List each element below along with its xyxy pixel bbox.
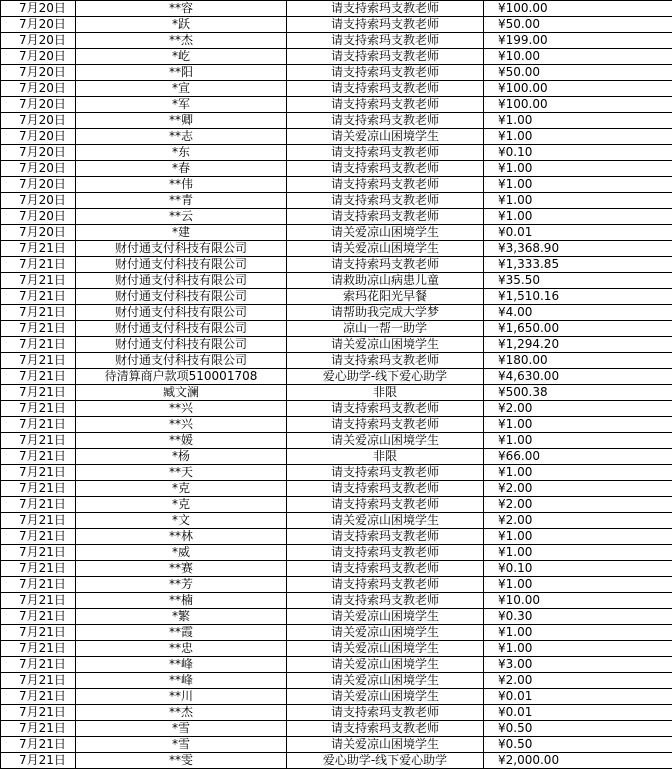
amount-cell: ¥2.00 [484, 673, 672, 689]
amount-cell: ¥180.00 [484, 353, 672, 369]
date-cell: 7月21日 [1, 625, 76, 641]
project-cell: 请关爱凉山困境学生 [287, 641, 484, 657]
date-cell: 7月21日 [1, 673, 76, 689]
date-cell: 7月20日 [1, 145, 76, 161]
table-row [1, 353, 672, 369]
amount-cell: ¥1.00 [484, 641, 672, 657]
project-cell: 请支持索玛支教老师 [287, 1, 484, 17]
donor-cell: **青 [76, 193, 287, 209]
amount-cell: ¥1,333.85 [484, 257, 672, 273]
project-cell: 请支持索玛支教老师 [287, 193, 484, 209]
table-row [1, 145, 672, 161]
project-cell: 请支持索玛支教老师 [287, 545, 484, 561]
table-row [1, 609, 672, 625]
project-cell: 请帮助我完成大学梦 [287, 305, 484, 321]
table-row [1, 705, 672, 721]
donor-cell: *春 [76, 161, 287, 177]
amount-cell: ¥0.10 [484, 561, 672, 577]
date-cell: 7月21日 [1, 481, 76, 497]
amount-cell: ¥0.01 [484, 689, 672, 705]
project-cell: 请支持索玛支教老师 [287, 401, 484, 417]
donor-cell: **兴 [76, 401, 287, 417]
date-cell: 7月20日 [1, 65, 76, 81]
donor-cell: 财付通支付科技有限公司 [76, 337, 287, 353]
project-cell: 请支持索玛支教老师 [287, 81, 484, 97]
table-row [1, 657, 672, 673]
project-cell: 请关爱凉山困境学生 [287, 689, 484, 705]
amount-cell: ¥0.50 [484, 721, 672, 737]
amount-cell: ¥0.30 [484, 609, 672, 625]
project-cell: 请关爱凉山困境学生 [287, 337, 484, 353]
date-cell: 7月21日 [1, 529, 76, 545]
project-cell: 请关爱凉山困境学生 [287, 433, 484, 449]
donor-cell: 财付通支付科技有限公司 [76, 353, 287, 369]
table-row [1, 481, 672, 497]
amount-cell: ¥2.00 [484, 481, 672, 497]
date-cell: 7月21日 [1, 289, 76, 305]
date-cell: 7月21日 [1, 561, 76, 577]
donor-cell: *屹 [76, 49, 287, 65]
project-cell: 请支持索玛支教老师 [287, 721, 484, 737]
table-row [1, 593, 672, 609]
project-cell: 请支持索玛支教老师 [287, 65, 484, 81]
amount-cell: ¥1.00 [484, 161, 672, 177]
donor-cell: *克 [76, 497, 287, 513]
donor-cell: *雪 [76, 737, 287, 753]
date-cell: 7月21日 [1, 609, 76, 625]
amount-cell: ¥50.00 [484, 17, 672, 33]
amount-cell: ¥2.00 [484, 401, 672, 417]
project-cell: 请关爱凉山困境学生 [287, 737, 484, 753]
table-row [1, 161, 672, 177]
table-row [1, 225, 672, 241]
amount-cell: ¥2.00 [484, 513, 672, 529]
project-cell: 请关爱凉山困境学生 [287, 609, 484, 625]
date-cell: 7月21日 [1, 497, 76, 513]
amount-cell: ¥1,294.20 [484, 337, 672, 353]
table-row [1, 257, 672, 273]
amount-cell: ¥1.00 [484, 129, 672, 145]
table-row [1, 721, 672, 737]
project-cell: 爱心助学-线下爱心助学 [287, 753, 484, 769]
project-cell: 请关爱凉山困境学生 [287, 241, 484, 257]
date-cell: 7月21日 [1, 273, 76, 289]
project-cell: 请支持索玛支教老师 [287, 593, 484, 609]
project-cell: 请关爱凉山困境学生 [287, 129, 484, 145]
table-row [1, 305, 672, 321]
amount-cell: ¥100.00 [484, 81, 672, 97]
table-row [1, 689, 672, 705]
donor-cell: **楠 [76, 593, 287, 609]
date-cell: 7月20日 [1, 177, 76, 193]
project-cell: 请关爱凉山困境学生 [287, 673, 484, 689]
amount-cell: ¥1.00 [484, 177, 672, 193]
table-row [1, 401, 672, 417]
donor-cell: *威 [76, 545, 287, 561]
donor-cell: **媛 [76, 433, 287, 449]
table-row [1, 737, 672, 753]
project-cell: 请支持索玛支教老师 [287, 177, 484, 193]
date-cell: 7月21日 [1, 593, 76, 609]
amount-cell: ¥1.00 [484, 545, 672, 561]
donor-cell: *东 [76, 145, 287, 161]
table-row [1, 449, 672, 465]
date-cell: 7月20日 [1, 17, 76, 33]
date-cell: 7月20日 [1, 33, 76, 49]
project-cell: 请支持索玛支教老师 [287, 705, 484, 721]
date-cell: 7月20日 [1, 161, 76, 177]
date-cell: 7月20日 [1, 49, 76, 65]
donor-cell: *跃 [76, 17, 287, 33]
donation-table-body [1, 1, 672, 769]
project-cell: 请支持索玛支教老师 [287, 577, 484, 593]
date-cell: 7月21日 [1, 433, 76, 449]
date-cell: 7月21日 [1, 401, 76, 417]
project-cell: 请支持索玛支教老师 [287, 113, 484, 129]
donor-cell: **赛 [76, 561, 287, 577]
table-row [1, 129, 672, 145]
date-cell: 7月21日 [1, 241, 76, 257]
table-row [1, 753, 672, 769]
project-cell: 请关爱凉山困境学生 [287, 513, 484, 529]
amount-cell: ¥35.50 [484, 273, 672, 289]
donor-cell: *文 [76, 513, 287, 529]
date-cell: 7月21日 [1, 577, 76, 593]
donor-cell: *雪 [76, 721, 287, 737]
donor-cell: 臧文澜 [76, 385, 287, 401]
date-cell: 7月21日 [1, 753, 76, 769]
table-row [1, 1, 672, 17]
project-cell: 爱心助学-线下爱心助学 [287, 369, 484, 385]
table-row [1, 417, 672, 433]
table-row [1, 577, 672, 593]
table-row [1, 385, 672, 401]
date-cell: 7月21日 [1, 657, 76, 673]
amount-cell: ¥50.00 [484, 65, 672, 81]
donor-cell: 财付通支付科技有限公司 [76, 273, 287, 289]
donor-cell: **雯 [76, 753, 287, 769]
date-cell: 7月21日 [1, 449, 76, 465]
donor-cell: **云 [76, 209, 287, 225]
donor-cell: 财付通支付科技有限公司 [76, 305, 287, 321]
table-row [1, 561, 672, 577]
amount-cell: ¥1.00 [484, 113, 672, 129]
donor-cell: **容 [76, 1, 287, 17]
table-row [1, 241, 672, 257]
project-cell: 请支持索玛支教老师 [287, 97, 484, 113]
amount-cell: ¥1.00 [484, 577, 672, 593]
date-cell: 7月20日 [1, 1, 76, 17]
amount-cell: ¥100.00 [484, 1, 672, 17]
amount-cell: ¥10.00 [484, 49, 672, 65]
amount-cell: ¥500.38 [484, 385, 672, 401]
date-cell: 7月21日 [1, 721, 76, 737]
project-cell: 请支持索玛支教老师 [287, 465, 484, 481]
table-row [1, 497, 672, 513]
project-cell: 请救助凉山病患儿童 [287, 273, 484, 289]
table-row [1, 641, 672, 657]
amount-cell: ¥1.00 [484, 193, 672, 209]
date-cell: 7月21日 [1, 353, 76, 369]
donor-cell: *军 [76, 97, 287, 113]
amount-cell: ¥0.10 [484, 145, 672, 161]
project-cell: 请支持索玛支教老师 [287, 561, 484, 577]
project-cell: 请支持索玛支教老师 [287, 353, 484, 369]
amount-cell: ¥0.01 [484, 225, 672, 241]
table-row [1, 81, 672, 97]
donor-cell: **峰 [76, 657, 287, 673]
project-cell: 请支持索玛支教老师 [287, 417, 484, 433]
amount-cell: ¥4,630.00 [484, 369, 672, 385]
date-cell: 7月21日 [1, 737, 76, 753]
date-cell: 7月21日 [1, 337, 76, 353]
project-cell: 索玛花阳光早餐 [287, 289, 484, 305]
date-cell: 7月20日 [1, 225, 76, 241]
table-row [1, 17, 672, 33]
table-row [1, 529, 672, 545]
date-cell: 7月21日 [1, 705, 76, 721]
table-row [1, 433, 672, 449]
project-cell: 请支持索玛支教老师 [287, 161, 484, 177]
donor-cell: **峰 [76, 673, 287, 689]
amount-cell: ¥3,368.90 [484, 241, 672, 257]
donor-cell: **卿 [76, 113, 287, 129]
table-row [1, 289, 672, 305]
donor-cell: **阳 [76, 65, 287, 81]
date-cell: 7月21日 [1, 321, 76, 337]
project-cell: 请关爱凉山困境学生 [287, 625, 484, 641]
donor-cell: **天 [76, 465, 287, 481]
donor-cell: **杰 [76, 33, 287, 49]
date-cell: 7月21日 [1, 465, 76, 481]
table-row [1, 177, 672, 193]
table-row [1, 49, 672, 65]
table-row [1, 65, 672, 81]
project-cell: 非限 [287, 449, 484, 465]
donor-cell: *繁 [76, 609, 287, 625]
project-cell: 请支持索玛支教老师 [287, 49, 484, 65]
project-cell: 请支持索玛支教老师 [287, 481, 484, 497]
amount-cell: ¥1.00 [484, 209, 672, 225]
amount-cell: ¥10.00 [484, 593, 672, 609]
table-row [1, 209, 672, 225]
donor-cell: **伟 [76, 177, 287, 193]
amount-cell: ¥1,650.00 [484, 321, 672, 337]
date-cell: 7月21日 [1, 417, 76, 433]
amount-cell: ¥0.01 [484, 705, 672, 721]
donor-cell: 待清算商户款项510001708 [76, 369, 287, 385]
table-row [1, 465, 672, 481]
amount-cell: ¥66.00 [484, 449, 672, 465]
table-row [1, 33, 672, 49]
table-row [1, 369, 672, 385]
amount-cell: ¥1.00 [484, 529, 672, 545]
table-row [1, 545, 672, 561]
amount-cell: ¥1.00 [484, 465, 672, 481]
amount-cell: ¥4.00 [484, 305, 672, 321]
donor-cell: *克 [76, 481, 287, 497]
donor-cell: *宣 [76, 81, 287, 97]
donor-cell: **忠 [76, 641, 287, 657]
donor-cell: *建 [76, 225, 287, 241]
date-cell: 7月20日 [1, 81, 76, 97]
table-row [1, 321, 672, 337]
amount-cell: ¥1,510.16 [484, 289, 672, 305]
donor-cell: **川 [76, 689, 287, 705]
table-row [1, 97, 672, 113]
date-cell: 7月21日 [1, 305, 76, 321]
amount-cell: ¥1.00 [484, 433, 672, 449]
amount-cell: ¥3.00 [484, 657, 672, 673]
project-cell: 凉山一帮一助学 [287, 321, 484, 337]
amount-cell: ¥1.00 [484, 625, 672, 641]
date-cell: 7月20日 [1, 193, 76, 209]
project-cell: 非限 [287, 385, 484, 401]
table-row [1, 625, 672, 641]
date-cell: 7月21日 [1, 689, 76, 705]
donor-cell: **霞 [76, 625, 287, 641]
donor-cell: 财付通支付科技有限公司 [76, 257, 287, 273]
project-cell: 请支持索玛支教老师 [287, 33, 484, 49]
donor-cell: 财付通支付科技有限公司 [76, 321, 287, 337]
date-cell: 7月20日 [1, 209, 76, 225]
table-row [1, 673, 672, 689]
amount-cell: ¥2,000.00 [484, 753, 672, 769]
project-cell: 请支持索玛支教老师 [287, 17, 484, 33]
amount-cell: ¥2.00 [484, 497, 672, 513]
project-cell: 请支持索玛支教老师 [287, 145, 484, 161]
date-cell: 7月21日 [1, 257, 76, 273]
date-cell: 7月21日 [1, 641, 76, 657]
date-cell: 7月20日 [1, 129, 76, 145]
date-cell: 7月21日 [1, 545, 76, 561]
donor-cell: **林 [76, 529, 287, 545]
table-row [1, 337, 672, 353]
amount-cell: ¥0.50 [484, 737, 672, 753]
project-cell: 请支持索玛支教老师 [287, 257, 484, 273]
table-row [1, 273, 672, 289]
donor-cell: **志 [76, 129, 287, 145]
amount-cell: ¥1.00 [484, 417, 672, 433]
project-cell: 请支持索玛支教老师 [287, 529, 484, 545]
donor-cell: 财付通支付科技有限公司 [76, 289, 287, 305]
project-cell: 请支持索玛支教老师 [287, 497, 484, 513]
donor-cell: *杨 [76, 449, 287, 465]
amount-cell: ¥199.00 [484, 33, 672, 49]
table-row [1, 113, 672, 129]
donor-cell: **杰 [76, 705, 287, 721]
date-cell: 7月20日 [1, 113, 76, 129]
table-row [1, 513, 672, 529]
amount-cell: ¥100.00 [484, 97, 672, 113]
date-cell: 7月21日 [1, 385, 76, 401]
project-cell: 请关爱凉山困境学生 [287, 657, 484, 673]
date-cell: 7月20日 [1, 97, 76, 113]
project-cell: 请支持索玛支教老师 [287, 209, 484, 225]
donor-cell: **芳 [76, 577, 287, 593]
project-cell: 请关爱凉山困境学生 [287, 225, 484, 241]
table-row [1, 193, 672, 209]
date-cell: 7月21日 [1, 369, 76, 385]
date-cell: 7月21日 [1, 513, 76, 529]
donor-cell: 财付通支付科技有限公司 [76, 241, 287, 257]
donor-cell: **兴 [76, 417, 287, 433]
